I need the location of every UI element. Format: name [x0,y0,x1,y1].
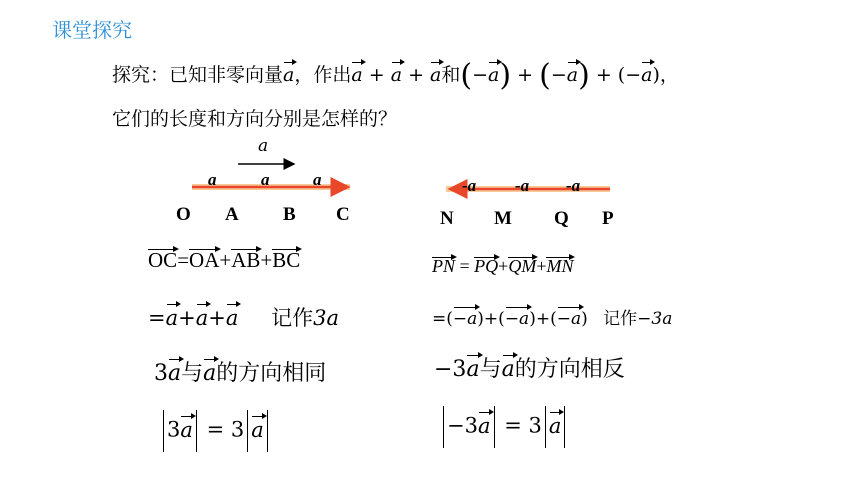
plus-sign: + [498,256,509,276]
coefficient: 3 [167,417,181,442]
segment-label: -a [462,176,477,195]
point-label-p: P [602,208,614,229]
plus-sign: + [517,64,534,86]
minus-sign: − [625,64,642,86]
plus-sign: + [260,248,273,272]
coefficient: −3 [447,413,478,438]
close-paren: ) [578,58,590,93]
close-paren: ) [652,64,660,86]
question-end: ， [659,64,679,86]
question-mid: ，作出 [294,64,352,86]
right-direction-statement [434,352,625,383]
close-paren: ) [477,309,484,329]
minus-sign: − [472,64,489,86]
minus-sign: − [550,64,567,86]
vec-a: a [466,357,480,382]
segment-label: a [261,170,270,189]
vec-a: a [180,417,193,442]
vec-a: a [283,64,295,86]
point-label-m: M [494,208,512,229]
point-label-q: Q [554,208,569,229]
result-neg-3a: −3a [637,309,673,329]
equals-sign: = [206,417,225,442]
equals-sign: = [432,309,447,329]
notation-label: 记作 [271,306,314,330]
coefficient: −3 [434,357,467,382]
point-label-b: B [283,204,296,225]
segment-label: -a [566,176,581,195]
open-paren: ( [446,309,453,329]
segment-label: -a [515,176,530,195]
equals-sign: = [177,248,190,272]
plus-sign: + [535,309,551,329]
notation-label: 记作 [603,309,638,329]
vector-pq: PQ [474,256,499,276]
open-paren: ( [460,58,473,93]
vec-a: a [488,64,500,86]
coefficient: 3 [230,417,245,442]
close-paren: ) [581,309,588,329]
plus-sign: + [368,64,385,86]
vector-bc: BC [272,248,301,272]
plus-sign: + [408,64,424,86]
open-paren: ( [498,309,505,329]
point-label-c: C [336,204,350,225]
left-equation-1 [148,248,300,273]
left-equation-2 [148,302,339,332]
vec-a: a [168,361,182,386]
equals-sign: = [459,256,470,276]
plus-sign: + [595,64,612,86]
vec-a: a [390,64,403,86]
plus-sign: + [536,256,547,276]
right-equation-1 [432,256,573,277]
vec-a: a [351,64,363,86]
point-label-o: O [176,204,191,225]
coefficient: 3 [528,413,542,438]
unit-vector-label: a [258,136,269,156]
connector-text: 与 [181,361,204,386]
vec-a: a [501,357,515,382]
point-label-a: A [225,204,239,225]
right-equation-2 [432,304,672,329]
right-magnitude-equation [440,406,568,448]
question-line-1 [112,58,679,93]
close-paren: ) [529,309,536,329]
vec-a: a [203,361,217,386]
vector-oc: OC [148,248,178,272]
vec-a: a [566,64,579,86]
vec-a: a [548,413,562,438]
left-direction-statement [154,356,326,387]
vec-a: a [165,306,179,330]
slide-title: 课堂探究 [52,18,132,42]
vec-a: a [225,306,239,330]
open-paren: ( [539,58,551,93]
equals-sign: = [148,306,166,330]
connector-text: 与 [479,357,502,382]
vec-a: a [641,64,653,86]
close-paren: ) [499,58,512,93]
plus-sign: + [178,306,196,330]
equals-sign: = [504,413,522,438]
point-label-n: N [440,208,454,229]
question-line-2: 它们的长度和方向分别是怎样的？ [112,108,398,130]
plus-sign: + [483,309,499,329]
vec-a: a [430,64,442,86]
question-prefix: 探究：已知非零向量 [112,64,284,86]
vector-mn: MN [546,256,574,276]
question-and: 和 [441,64,461,86]
direction-text: 的方向相同 [216,361,327,386]
vector-qm: QM [508,256,537,276]
left-magnitude-equation [160,410,271,452]
segment-label: a [208,170,217,189]
vec-a: a [477,413,491,438]
open-paren: ( [550,309,557,329]
vec-neg-a: −a [452,309,478,329]
coefficient: 3 [154,361,168,386]
open-paren: ( [617,64,626,86]
vector-oa: OA [189,248,220,272]
vec-neg-a: −a [556,309,582,329]
vec-neg-a: −a [504,309,530,329]
result-3a: 3a [313,306,339,330]
vector-pn: PN [432,256,456,276]
segment-label: a [313,170,322,189]
vec-a: a [195,306,209,330]
plus-sign: + [219,248,232,272]
plus-sign: + [208,306,226,330]
vector-ab: AB [231,248,261,272]
direction-text: 的方向相反 [514,357,625,382]
vec-a: a [251,417,264,442]
